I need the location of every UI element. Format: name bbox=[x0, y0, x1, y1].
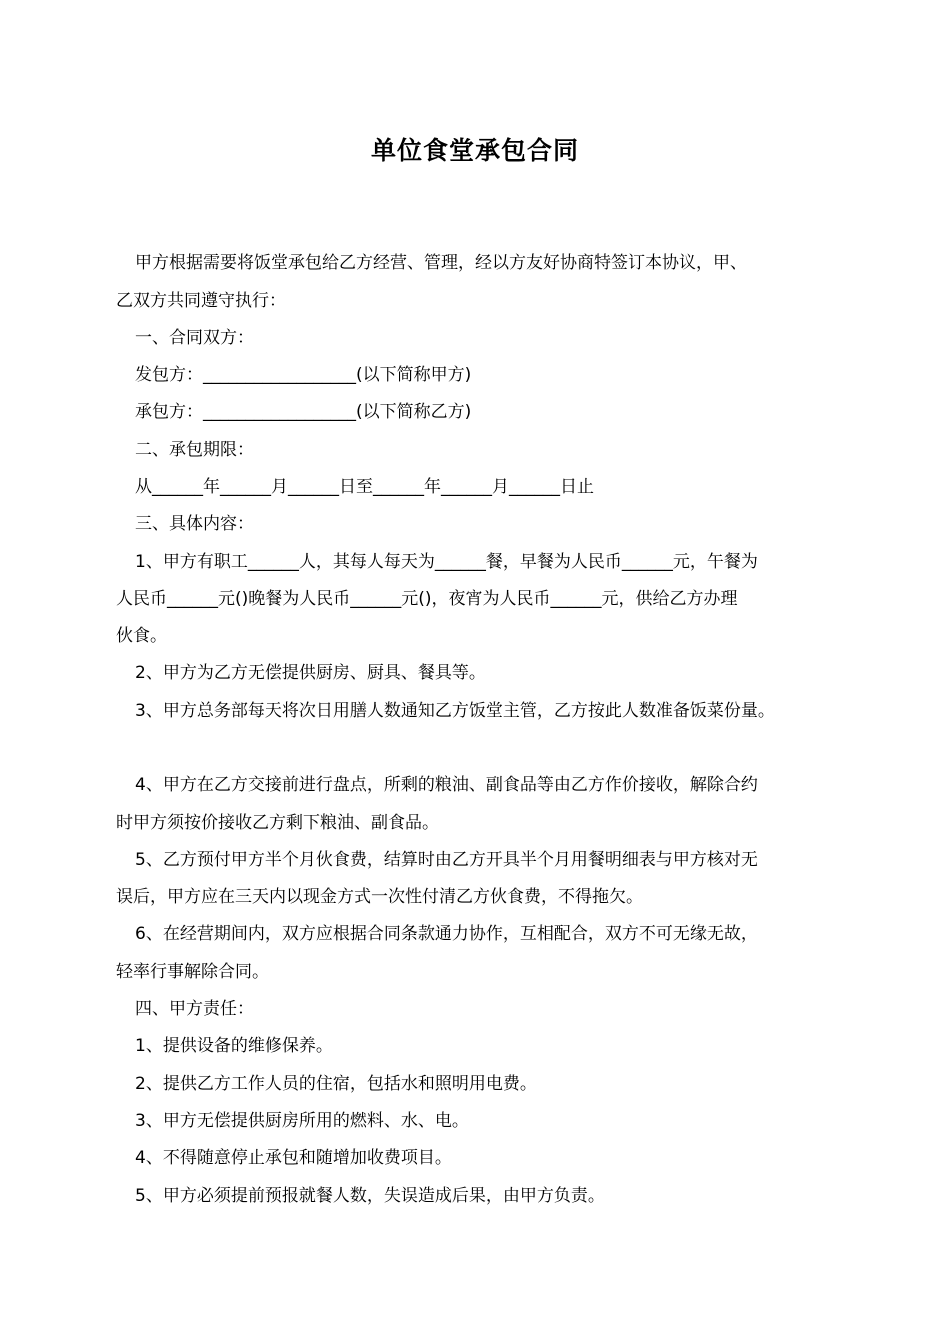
paragraph-line: 人民币______元()晚餐为人民币______元()，夜宵为人民币______元，供给乙方办理 bbox=[116, 589, 738, 609]
paragraph-line: 轻率行事解除合同。 bbox=[116, 962, 269, 982]
list-item: 4、不得随意停止承包和随增加收费项目。 bbox=[135, 1148, 452, 1168]
list-item: 3、甲方总务部每天将次日用膳人数通知乙方饭堂主管，乙方按此人数准备饭菜份量。 bbox=[135, 701, 775, 721]
list-item: 2、提供乙方工作人员的住宿，包括水和照明用电费。 bbox=[135, 1074, 537, 1094]
paragraph-line: 从______年______月______日至______年______月______日止 bbox=[135, 477, 594, 497]
document-title: 单位食堂承包合同 bbox=[370, 136, 579, 165]
paragraph-line: 发包方：__________________(以下简称甲方) bbox=[135, 365, 472, 385]
list-item: 4、甲方在乙方交接前进行盘点，所剩的粮油、副食品等由乙方作价接收，解除合约 bbox=[135, 775, 758, 795]
paragraph-line: 甲方根据需要将饭堂承包给乙方经营、管理，经以方友好协商特签订本协议，甲、 bbox=[135, 253, 747, 273]
section-heading: 四、甲方责任： bbox=[135, 999, 254, 1019]
section-heading: 二、承包期限： bbox=[135, 440, 254, 460]
list-item: 3、甲方无偿提供厨房所用的燃料、水、电。 bbox=[135, 1111, 469, 1131]
list-item: 2、甲方为乙方无偿提供厨房、厨具、餐具等。 bbox=[135, 663, 486, 683]
list-item: 1、提供设备的维修保养。 bbox=[135, 1036, 333, 1056]
list-item: 1、甲方有职工______人，其每人每天为______餐，早餐为人民币______元，午餐为 bbox=[135, 552, 758, 572]
paragraph-line: 误后，甲方应在三天内以现金方式一次性付清乙方伙食费，不得拖欠。 bbox=[116, 887, 643, 907]
paragraph-line: 时甲方须按价接收乙方剩下粮油、副食品。 bbox=[116, 813, 439, 833]
list-item: 6、在经营期间内，双方应根据合同条款通力协作，互相配合，双方不可无缘无故， bbox=[135, 924, 758, 944]
list-item: 5、甲方必须提前预报就餐人数，失误造成后果，由甲方负责。 bbox=[135, 1186, 605, 1206]
section-heading: 一、合同双方： bbox=[135, 328, 254, 348]
paragraph-line: 乙双方共同遵守执行： bbox=[116, 291, 286, 311]
section-heading: 三、具体内容： bbox=[135, 514, 254, 534]
list-item: 5、乙方预付甲方半个月伙食费，结算时由乙方开具半个月用餐明细表与甲方核对无 bbox=[135, 850, 758, 870]
paragraph-line: 承包方：__________________(以下简称乙方) bbox=[135, 402, 472, 422]
paragraph-line: 伙食。 bbox=[116, 626, 167, 646]
